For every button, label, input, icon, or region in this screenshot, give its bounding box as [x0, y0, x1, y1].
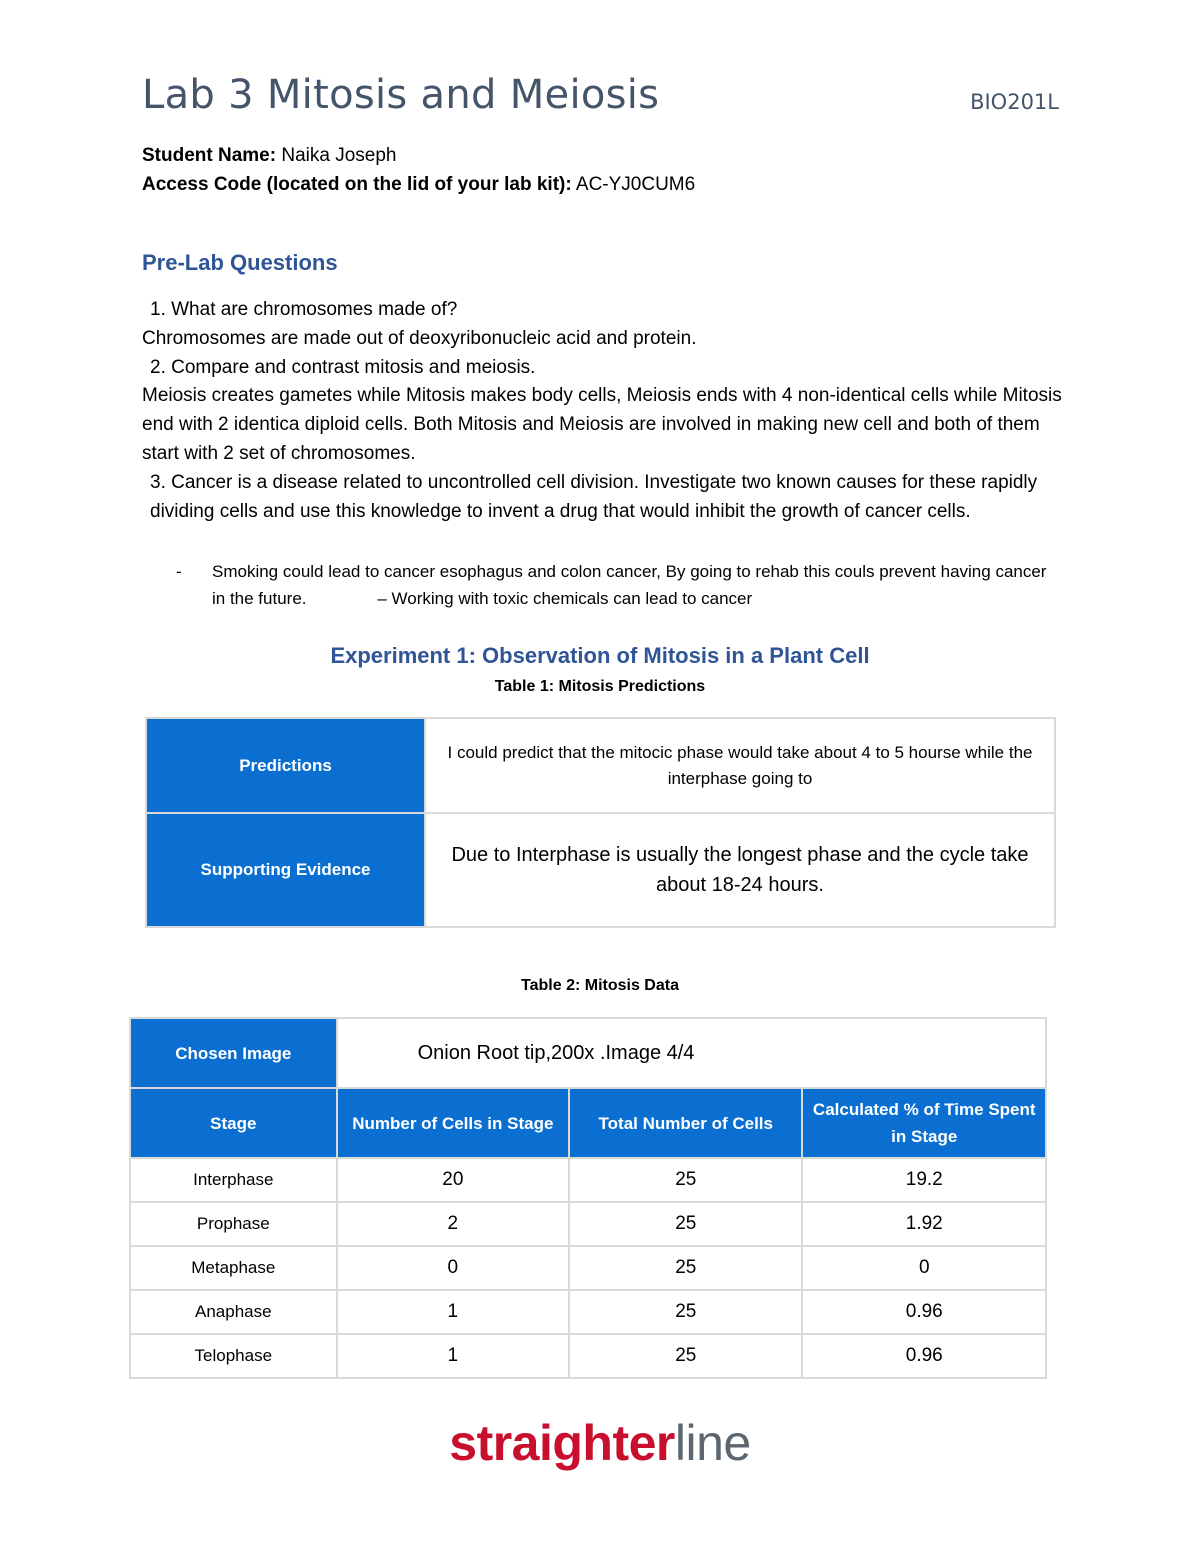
chosen-image-value: Onion Root tip,200x .Image 4/4 — [337, 1018, 1046, 1088]
straighterline-logo — [0, 1414, 1200, 1472]
cells-cell: 1 — [337, 1290, 569, 1334]
chosen-image-row — [130, 1018, 1046, 1088]
logo-part-line: line — [674, 1415, 751, 1471]
cells-cell: 20 — [337, 1158, 569, 1202]
table-row — [130, 1246, 1046, 1290]
predictions-value: I could predict that the mitocic phase would take about 4 to 5 hourse while the interphase going to — [425, 718, 1055, 813]
stage-cell: Prophase — [130, 1202, 337, 1246]
question-1: 1. What are chromosomes made of? — [150, 299, 458, 320]
stage-cell: Anaphase — [130, 1290, 337, 1334]
answer-3-bullet — [176, 558, 1056, 612]
access-code-label: Access Code (located on the lid of your lab kit): — [142, 174, 572, 195]
column-header: Number of Cells in Stage — [337, 1088, 569, 1158]
total-cell: 25 — [569, 1334, 802, 1378]
experiment-1-heading: Experiment 1: Observation of Mitosis in a Plant Cell — [330, 643, 870, 668]
course-code: BIO201L — [970, 90, 1059, 114]
table-2-caption: Table 2: Mitosis Data — [521, 977, 679, 994]
question-3: 3. Cancer is a disease related to uncontrolled cell division. Investigate two known causes for these rapidly dividing cells and use this knowledge to invent a drug that would inhibit the growth of cancer cells. — [150, 471, 1038, 522]
bullet-dash: - — [176, 562, 182, 581]
cells-cell: 1 — [337, 1334, 569, 1378]
access-code-line — [142, 174, 695, 196]
answer-1: Chromosomes are made out of deoxyribonucleic acid and protein. — [142, 327, 697, 349]
pct-cell: 1.92 — [802, 1202, 1046, 1246]
student-name-value: Naika Joseph — [281, 145, 397, 166]
answer-2: Meiosis creates gametes while Mitosis makes body cells, Meiosis ends with 4 non-identical cells while Mitosis end with 2 identica diploid cells. Both Mitosis and Meiosis are involved in making new cell and both of them start with 2 set of chromosomes. — [142, 385, 1062, 464]
cells-cell: 0 — [337, 1246, 569, 1290]
logo-part-straighter: straighter — [449, 1415, 675, 1471]
student-name-label: Student Name: — [142, 145, 277, 166]
stage-cell: Metaphase — [130, 1246, 337, 1290]
table-1-caption: Table 1: Mitosis Predictions — [494, 678, 706, 695]
question-2: 2. Compare and contrast mitosis and meiosis. — [150, 356, 536, 378]
column-header-row — [130, 1088, 1046, 1158]
prelab-heading: Pre-Lab Questions — [142, 250, 338, 275]
student-name-line — [142, 145, 396, 167]
stage-cell: Interphase — [130, 1158, 337, 1202]
chosen-image-label: Chosen Image — [130, 1018, 337, 1088]
evidence-label: Supporting Evidence — [146, 813, 425, 927]
page-title: Lab 3 Mitosis and Meiosis — [142, 72, 660, 118]
column-header: Calculated % of Time Spent in Stage — [802, 1088, 1046, 1158]
pct-cell: 0 — [802, 1246, 1046, 1290]
column-header: Stage — [130, 1088, 337, 1158]
answer-3a: Smoking could lead to cancer esophagus and colon cancer, By going to rehab this couls prevent having cancer in the future. — [212, 562, 1047, 608]
table-row — [130, 1202, 1046, 1246]
total-cell: 25 — [569, 1158, 802, 1202]
predictions-table — [145, 717, 1056, 928]
evidence-row — [146, 813, 1055, 927]
column-header: Total Number of Cells — [569, 1088, 802, 1158]
evidence-value: Due to Interphase is usually the longest phase and the cycle take about 18-24 hours. — [425, 813, 1055, 927]
table-row — [130, 1290, 1046, 1334]
total-cell: 25 — [569, 1202, 802, 1246]
answer-3-text — [212, 558, 1056, 612]
access-code-value: AC-YJ0CUM6 — [575, 174, 696, 195]
total-cell: 25 — [569, 1290, 802, 1334]
table-row — [130, 1158, 1046, 1202]
pct-cell: 19.2 — [802, 1158, 1046, 1202]
prelab-questions — [142, 296, 1062, 526]
total-cell: 25 — [569, 1246, 802, 1290]
pct-cell: 0.96 — [802, 1334, 1046, 1378]
stage-cell: Telophase — [130, 1334, 337, 1378]
table-row — [130, 1334, 1046, 1378]
answer-3b: – Working with toxic chemicals can lead to cancer — [377, 589, 753, 608]
pct-cell: 0.96 — [802, 1290, 1046, 1334]
cells-cell: 2 — [337, 1202, 569, 1246]
predictions-row — [146, 718, 1055, 813]
predictions-label: Predictions — [146, 718, 425, 813]
mitosis-data-table — [129, 1017, 1047, 1379]
